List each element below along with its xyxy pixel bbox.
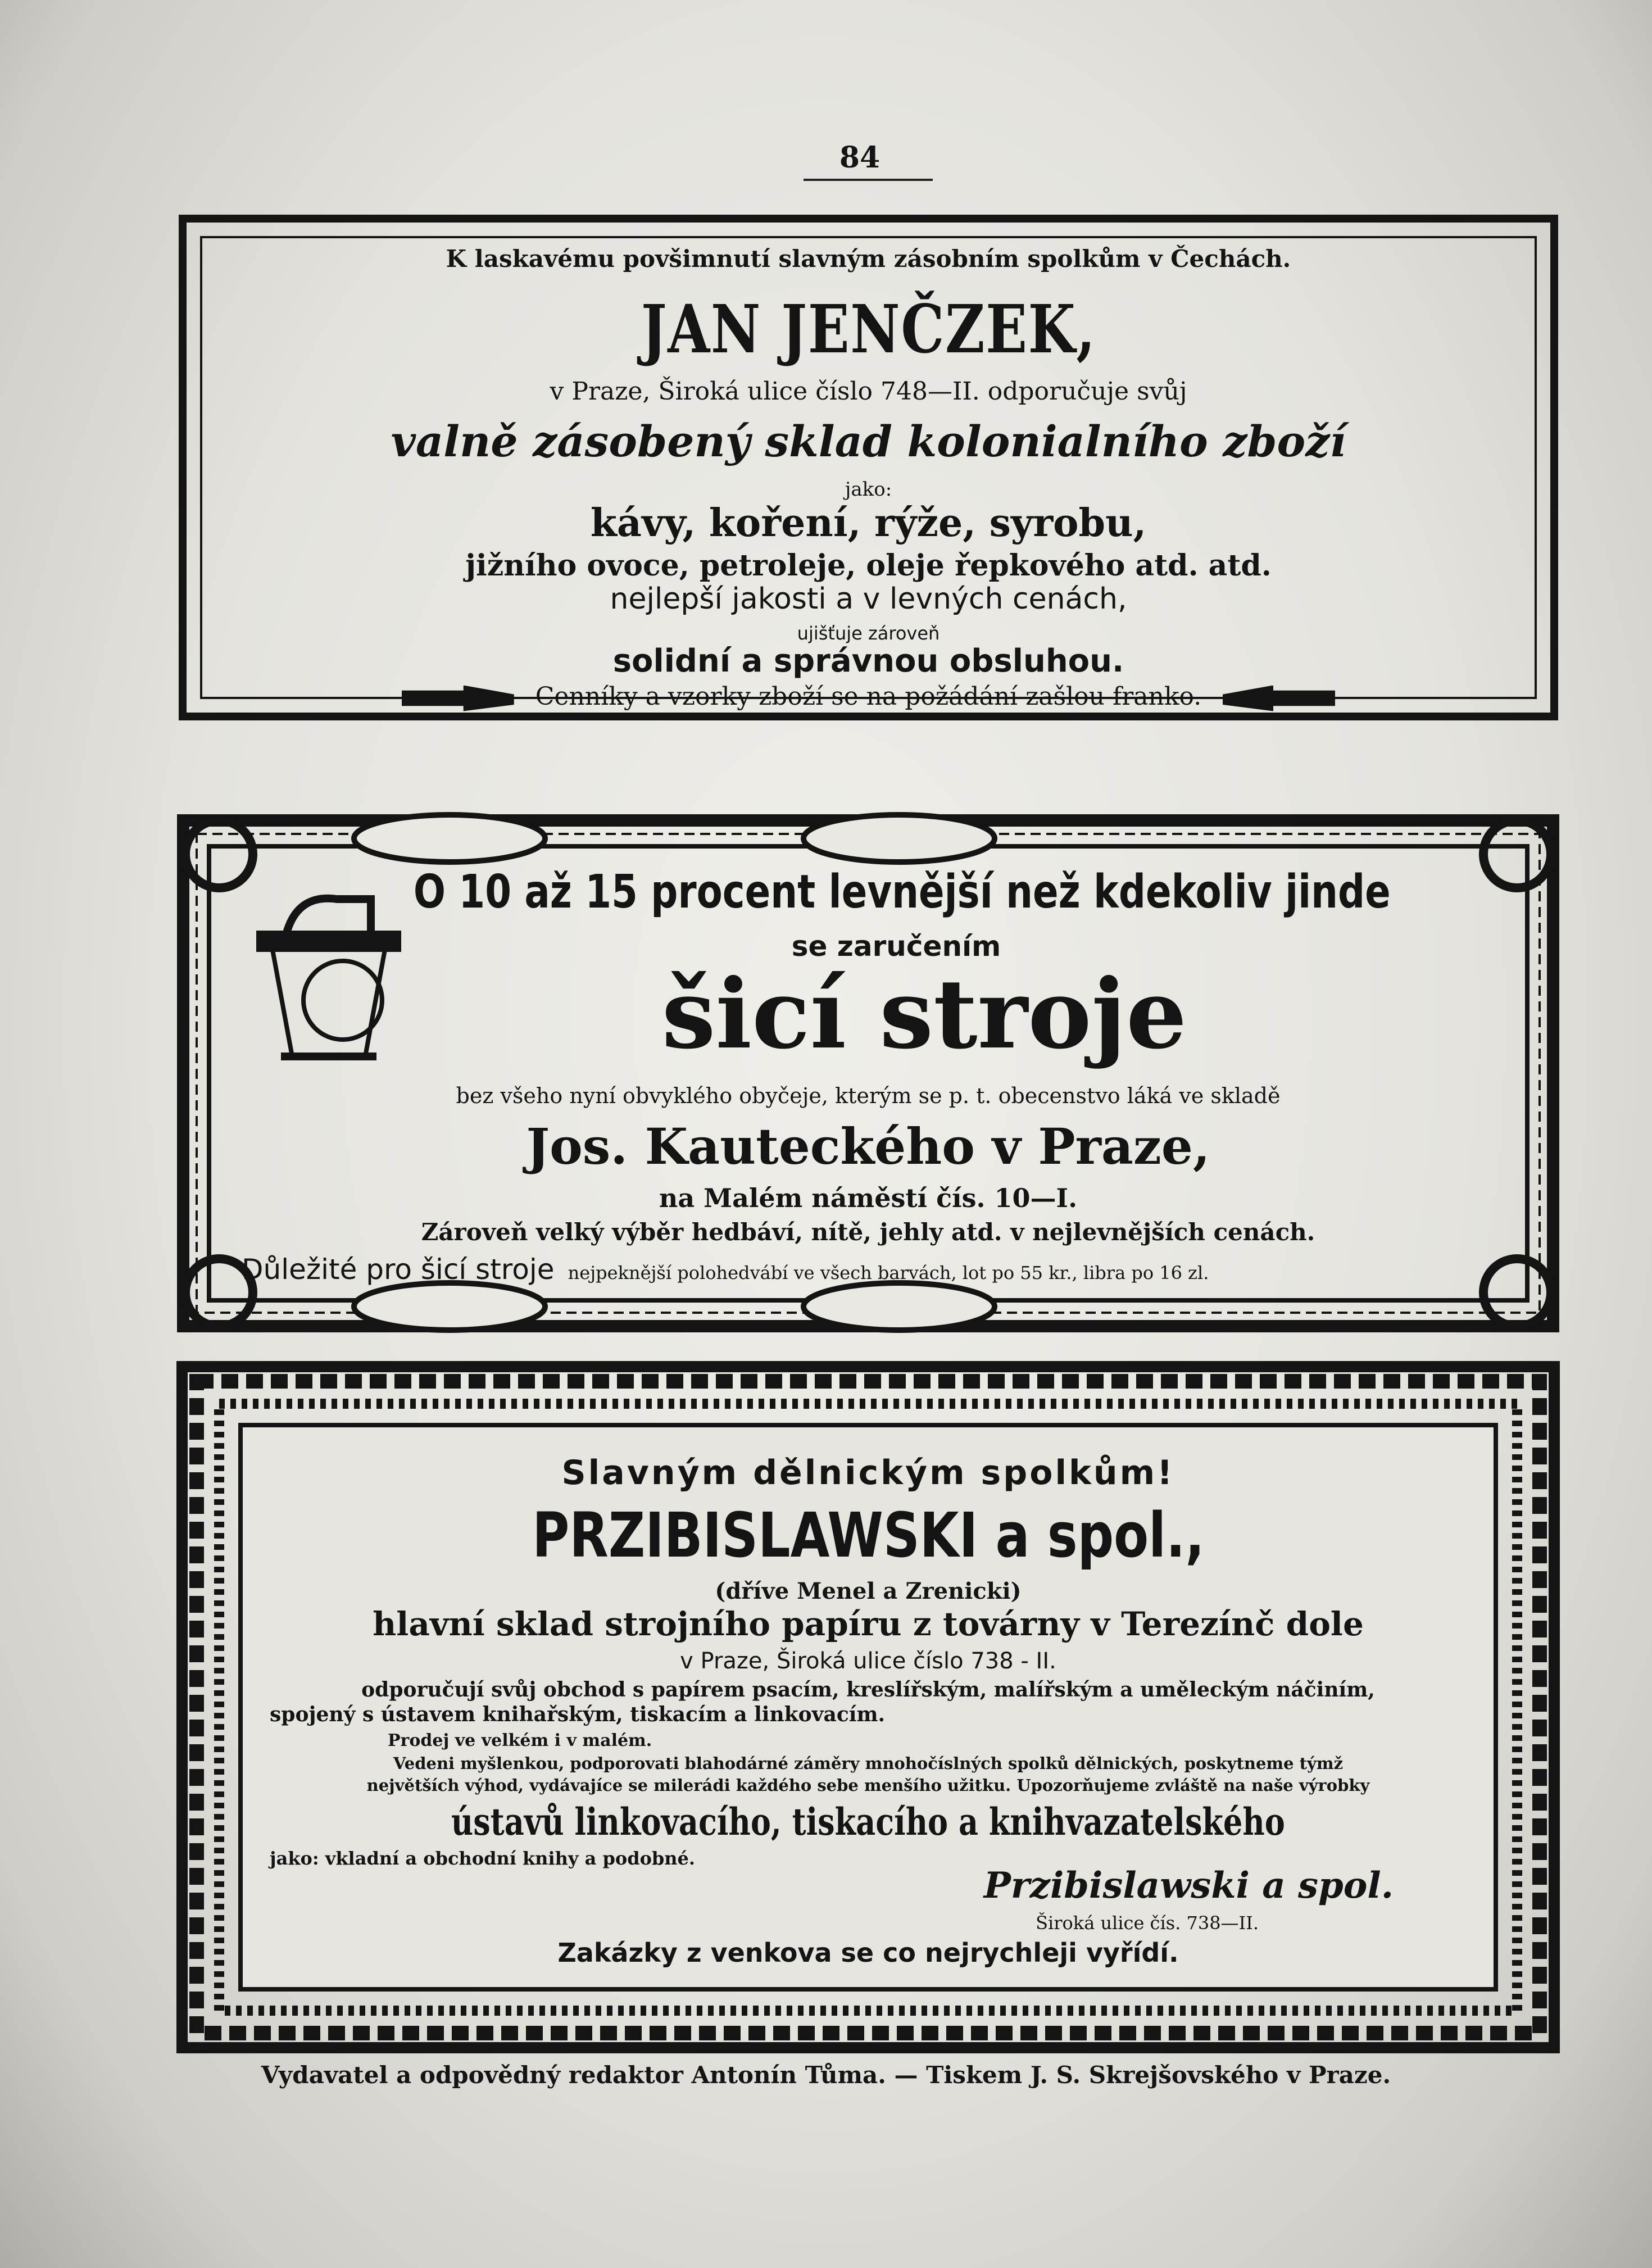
ad3-offer-line2: spojený s ústavem knihařským, tiskacím a linkovacím. [270,1703,886,1726]
ad1-headline: valně zásobený sklad kolonialního zboží [391,416,1346,466]
ad3-signature-address: Široká ulice čís. 738—II. [1036,1912,1259,1934]
ad3-orders: Zakázky z venkova se co nejrychleji vyřídí. [557,1938,1179,1968]
ad1-company-name: JAN JENČZEK, [641,290,1096,368]
ad1-goods-line2: jižního ovoce, petroleje, oleje řepkového atd. atd. [465,548,1272,583]
ad1-service: solidní a správnou obsluhou. [612,643,1124,679]
ad3-main-warehouse: hlavní sklad strojního papíru z továrny v Terezínč dole [373,1605,1364,1643]
ad2-address: na Malém náměstí čís. 10—I. [659,1183,1078,1213]
ad3-address: v Praze, Široká ulice číslo 738 - II. [680,1648,1056,1674]
ad2-guarantee: se zaručením [791,930,1001,963]
advertisement-jenczek [179,215,1558,720]
ad2-selection: Zároveň velký výběr hedbáví, nítě, jehly atd. v nejlevnějších cenách. [421,1218,1315,1246]
ad3-items: jako: vkladní a obchodní knihy a podobné. [270,1848,696,1869]
ad1-intro: K laskavému povšimnutí slavným zásobním spolkům v Čechách. [446,245,1291,273]
ad3-motive-line1: Vedeni myšlenkou, podporovati blahodárné záměry mnohočíslných spolků dělnických, poskytneme týmž [393,1754,1344,1773]
page-number: 84 [839,140,881,175]
ad2-important-label: Důležité pro šicí stroje [242,1253,555,1286]
ad3-offer-line1: odporučují svůj obchod s papírem psacím, kreslířským, malířským a uměleckým náčiním, [361,1678,1375,1702]
ad3-company-name: PRZIBISLAWSKI a spol., [532,1499,1205,1571]
ad1-jako: jako: [845,478,892,501]
imprint-footer: Vydavatel a odpovědný redaktor Antonín Tůma. — Tiskem J. S. Skrejšovského v Praze. [261,2061,1391,2089]
ad2-title: šicí stroje [661,958,1187,1071]
ad3-institutes: ústavů linkovacího, tiskacího a knihvazatelského [451,1800,1285,1844]
ad2-discount-line: O 10 až 15 procent levnější než kdekoliv jinde [413,865,1391,919]
ad2-custom-line: bez všeho nyní obvyklého obyčeje, kterým se p. t. obecenstvo láká ve skladě [456,1083,1281,1108]
ad2-shop-name: Jos. Kauteckého v Praze, [526,1117,1210,1176]
ad1-address: v Praze, Široká ulice číslo 748—II. odporučuje svůj [550,377,1187,406]
ad1-assure: ujišťuje zároveň [797,623,940,644]
ad1-catalog: Cenníky a vzorky zboží se na požádání zašlou franko. [535,682,1202,711]
pointing-hand-icon [402,686,514,711]
ad3-greeting: Slavným dělnickým spolkům! [561,1453,1175,1493]
ad1-quality: nejlepší jakosti a v levných cenách, [610,582,1127,616]
advertisement-przibislawski [174,1359,1562,2056]
advertisement-sewing-machines [174,809,1562,1337]
ad3-signature: Przibislawski a spol. [983,1865,1394,1907]
pointing-hand-icon [1223,686,1335,711]
ad3-formerly: (dříve Menel a Zrenicki) [715,1578,1022,1604]
page-number-rule [804,179,933,181]
ad2-silk-offer: nejpeknější polohedvábí ve všech barvách, lot po 55 kr., libra po 16 zl. [568,1262,1209,1283]
ad1-goods-line1: kávy, koření, rýže, syrobu, [590,501,1147,546]
ad3-motive-line2: největších výhod, vydávajíce se milerádi každého sebe menšího užitku. Upozorňujeme zvláště na naše výrobky [366,1776,1370,1795]
ad3-sale: Prodej ve velkém i v malém. [388,1731,652,1750]
